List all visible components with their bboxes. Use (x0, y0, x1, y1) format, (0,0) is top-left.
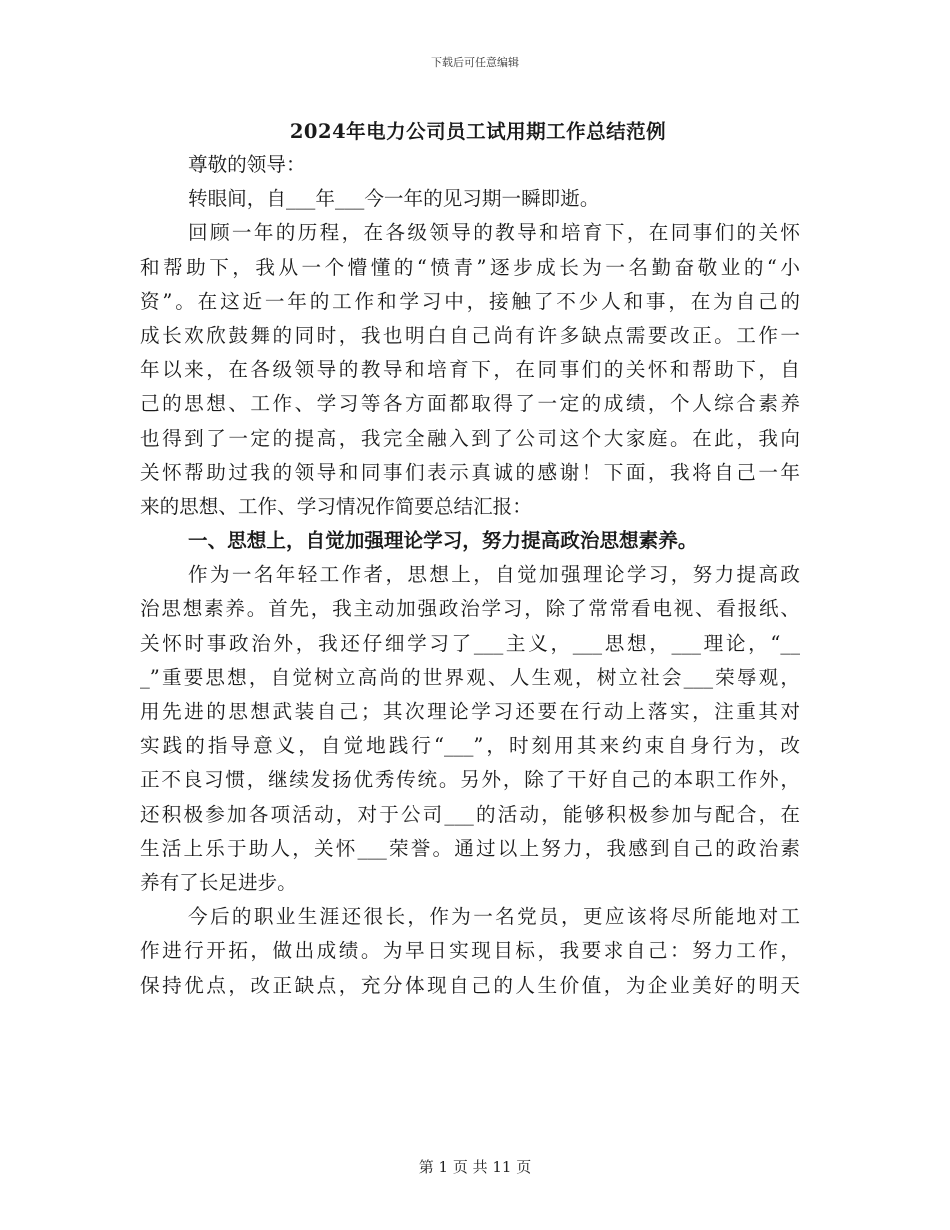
body-line: 和帮助下，我从一个懵懂的“愤青”逐步成长为一名勤奋敬业的“小 (140, 255, 800, 279)
body-line: 养有了长足进步。 (140, 870, 297, 894)
body-line: 己的思想、工作、学习等各方面都取得了一定的成绩，个人综合素养 (140, 392, 800, 416)
body-line: 作进行开拓，做出成绩。为早日实现目标，我要求自己：努力工作， (140, 939, 800, 963)
body-line: 资”。在这近一年的工作和学习中，接触了不少人和事，在为自己的 (140, 289, 800, 313)
body-line: 保持优点，改正缺点，充分体现自己的人生价值，为企业美好的明天 (140, 973, 800, 997)
page-header-note: 下载后可任意编辑 (431, 56, 519, 69)
page-number: 第 1 页 共 11 页 (418, 1158, 532, 1176)
body-line: 正不良习惯，继续发扬优秀传统。另外，除了干好自己的本职工作外， (140, 768, 800, 792)
document-title: 2024年电力公司员工试用期工作总结范例 (289, 120, 667, 143)
body-line: 作为一名年轻工作者，思想上，自觉加强理论学习，努力提高政 (188, 563, 800, 587)
body-line: 治思想素养。首先，我主动加强政治学习，除了常常看电视、看报纸、 (140, 597, 800, 621)
body-line: 实践的指导意义，自觉地践行“___”，时刻用其来约束自身行为，改 (140, 734, 800, 758)
body-line: 也得到了一定的提高，我完全融入到了公司这个大家庭。在此，我向 (140, 426, 800, 450)
body-line: 年以来，在各级领导的教导和培育下，在同事们的关怀和帮助下，自 (140, 358, 800, 382)
body-line: 关怀帮助过我的领导和同事们表示真诚的感谢！下面，我将自己一年 (140, 460, 800, 484)
body-line: 用先进的思想武装自己；其次理论学习还要在行动上落实，注重其对 (140, 700, 800, 723)
body-line: 生活上乐于助人，关怀___荣誉。通过以上努力，我感到自己的政治素 (140, 836, 800, 860)
body-line: 关怀时事政治外，我还仔细学习了___主义，___思想，___理论，“__ (140, 631, 800, 655)
document-body (140, 148, 800, 1003)
body-line: 还积极参加各项活动，对于公司___的活动，能够积极参加与配合，在 (140, 802, 800, 826)
body-line: 今后的职业生涯还很长，作为一名党员，更应该将尽所能地对工 (188, 905, 800, 929)
body-line: _”重要思想，自觉树立高尚的世界观、人生观，树立社会___荣辱观， (140, 665, 800, 689)
body-line: 转眼间，自___年___今一年的见习期一瞬即逝。 (188, 187, 600, 211)
section-heading: 一、思想上，自觉加强理论学习，努力提高政治思想素养。 (188, 529, 698, 553)
body-line: 尊敬的领导： (188, 153, 306, 176)
body-line: 成长欢欣鼓舞的同时，我也明白自己尚有许多缺点需要改正。工作一 (140, 323, 800, 347)
body-line: 回顾一年的历程，在各级领导的教导和培育下，在同事们的关怀 (188, 221, 800, 245)
body-line: 来的思想、工作、学习情况作简要总结汇报： (140, 494, 532, 518)
